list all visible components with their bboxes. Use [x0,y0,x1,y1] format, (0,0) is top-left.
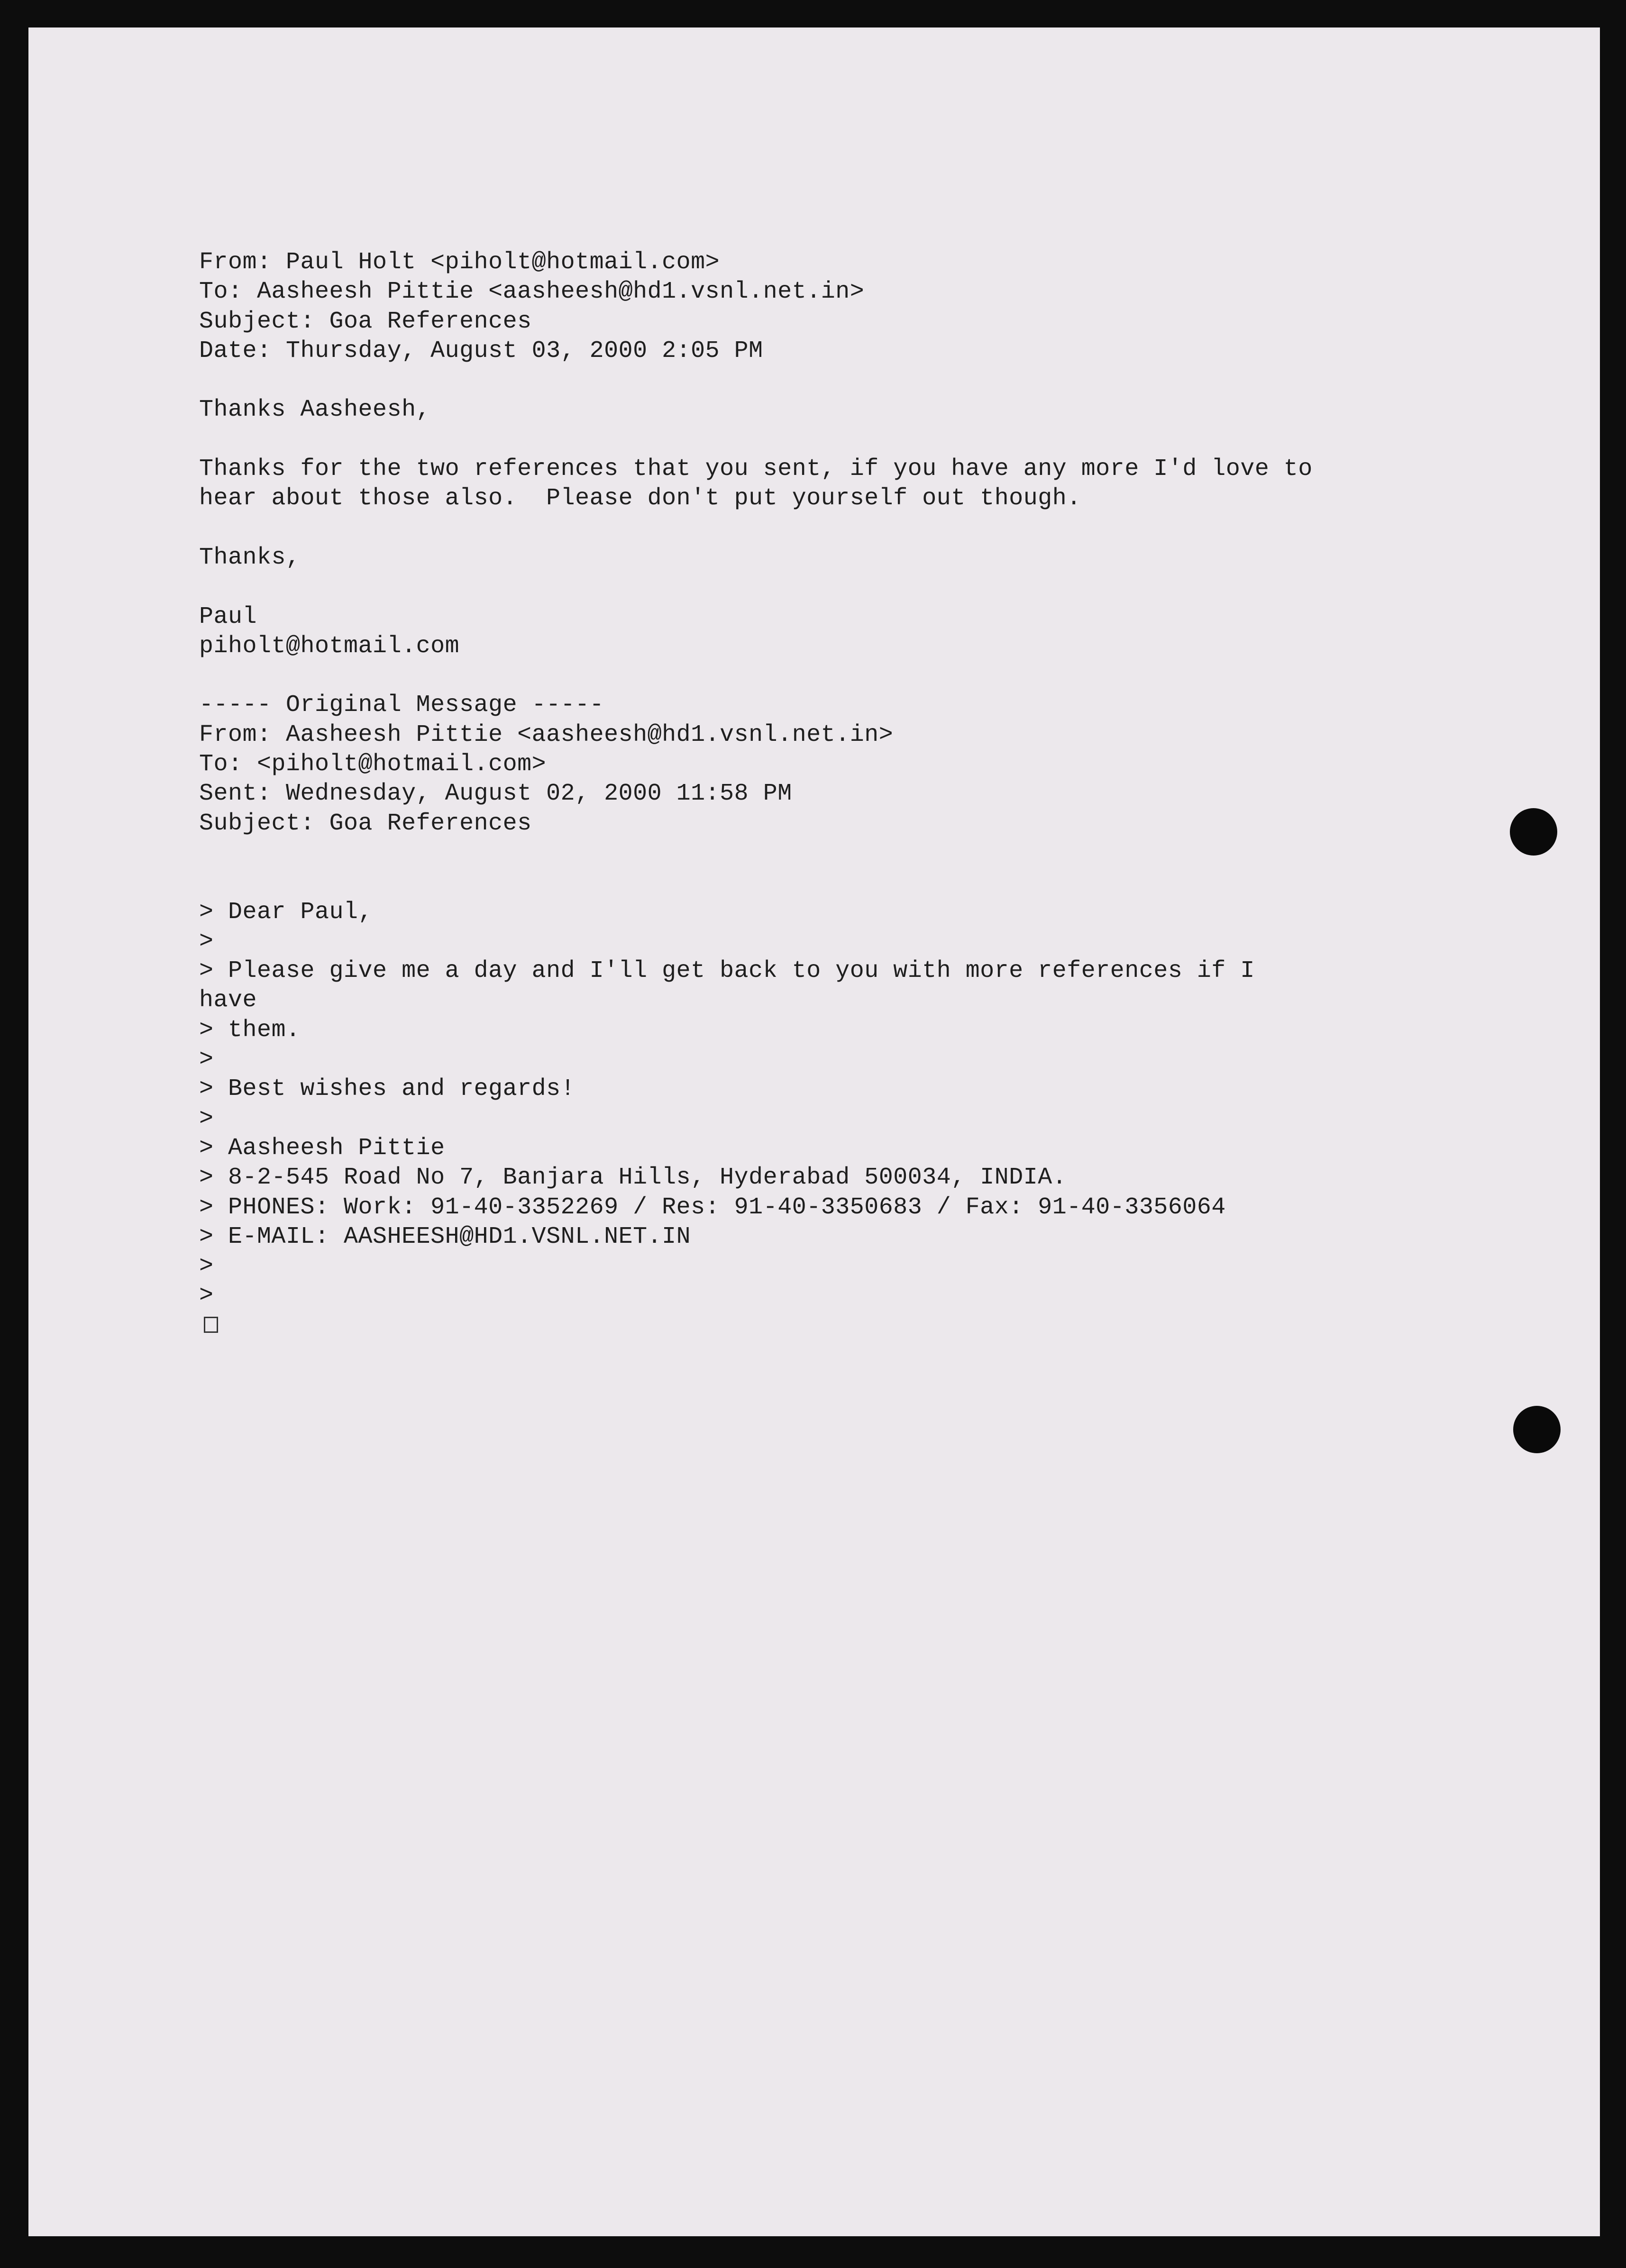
header-from: From: Paul Holt <piholt@hotmail.com> [199,249,720,276]
signature-name: Paul [199,603,257,630]
quoted-line: > them. [199,1016,301,1044]
quoted-line: > 8-2-545 Road No 7, Banjara Hills, Hyderabad 500034, INDIA. [199,1164,1067,1192]
header-date: Date: Thursday, August 03, 2000 2:05 PM [199,337,763,364]
punch-hole-lower [1513,1406,1561,1453]
quoted-line: > Best wishes and regards! [199,1075,575,1103]
paper-sheet [28,27,1600,2236]
body-paragraph-line-2: hear about those also. Please don't put yourself out though. [199,485,1081,512]
header-subject: Subject: Goa References [199,308,532,335]
email-printout [199,248,1574,1340]
quoted-line: have [199,987,257,1014]
quoted-line: > [199,1105,214,1132]
signature-email: piholt@hotmail.com [199,632,460,660]
quoted-line: > PHONES: Work: 91-40-3352269 / Res: 91-40-3350683 / Fax: 91-40-3356064 [199,1193,1226,1221]
quoted-line: > [199,1282,214,1310]
quoted-line: > E-MAIL: AASHEESH@HD1.VSNL.NET.IN [199,1223,691,1250]
original-sent: Sent: Wednesday, August 02, 2000 11:58 PM [199,780,792,808]
quoted-line: > Aasheesh Pittie [199,1134,445,1162]
end-of-text-marker [199,1311,1574,1340]
original-from: From: Aasheesh Pittie <aasheesh@hd1.vsnl.net.in> [199,721,894,748]
body-paragraph-line-1: Thanks for the two references that you sent, if you have any more I'd love to [199,455,1313,483]
quoted-line: > [199,1046,214,1074]
quoted-message [199,898,1574,1340]
quoted-line: > [199,1253,214,1280]
original-message-header [199,691,1574,838]
box-glyph-icon [204,1317,218,1333]
original-subject: Subject: Goa References [199,810,532,837]
quoted-line: > [199,928,214,955]
original-to: To: <piholt@hotmail.com> [199,751,547,778]
quoted-line: > Please give me a day and I'll get back to you with more references if I [199,957,1255,985]
original-separator: ----- Original Message ----- [199,692,604,719]
quoted-line: > Dear Paul, [199,898,373,926]
closing: Thanks, [199,544,301,571]
header-to: To: Aasheesh Pittie <aasheesh@hd1.vsnl.net.in> [199,278,865,306]
greeting: Thanks Aasheesh, [199,396,431,424]
email-header [199,248,1574,366]
